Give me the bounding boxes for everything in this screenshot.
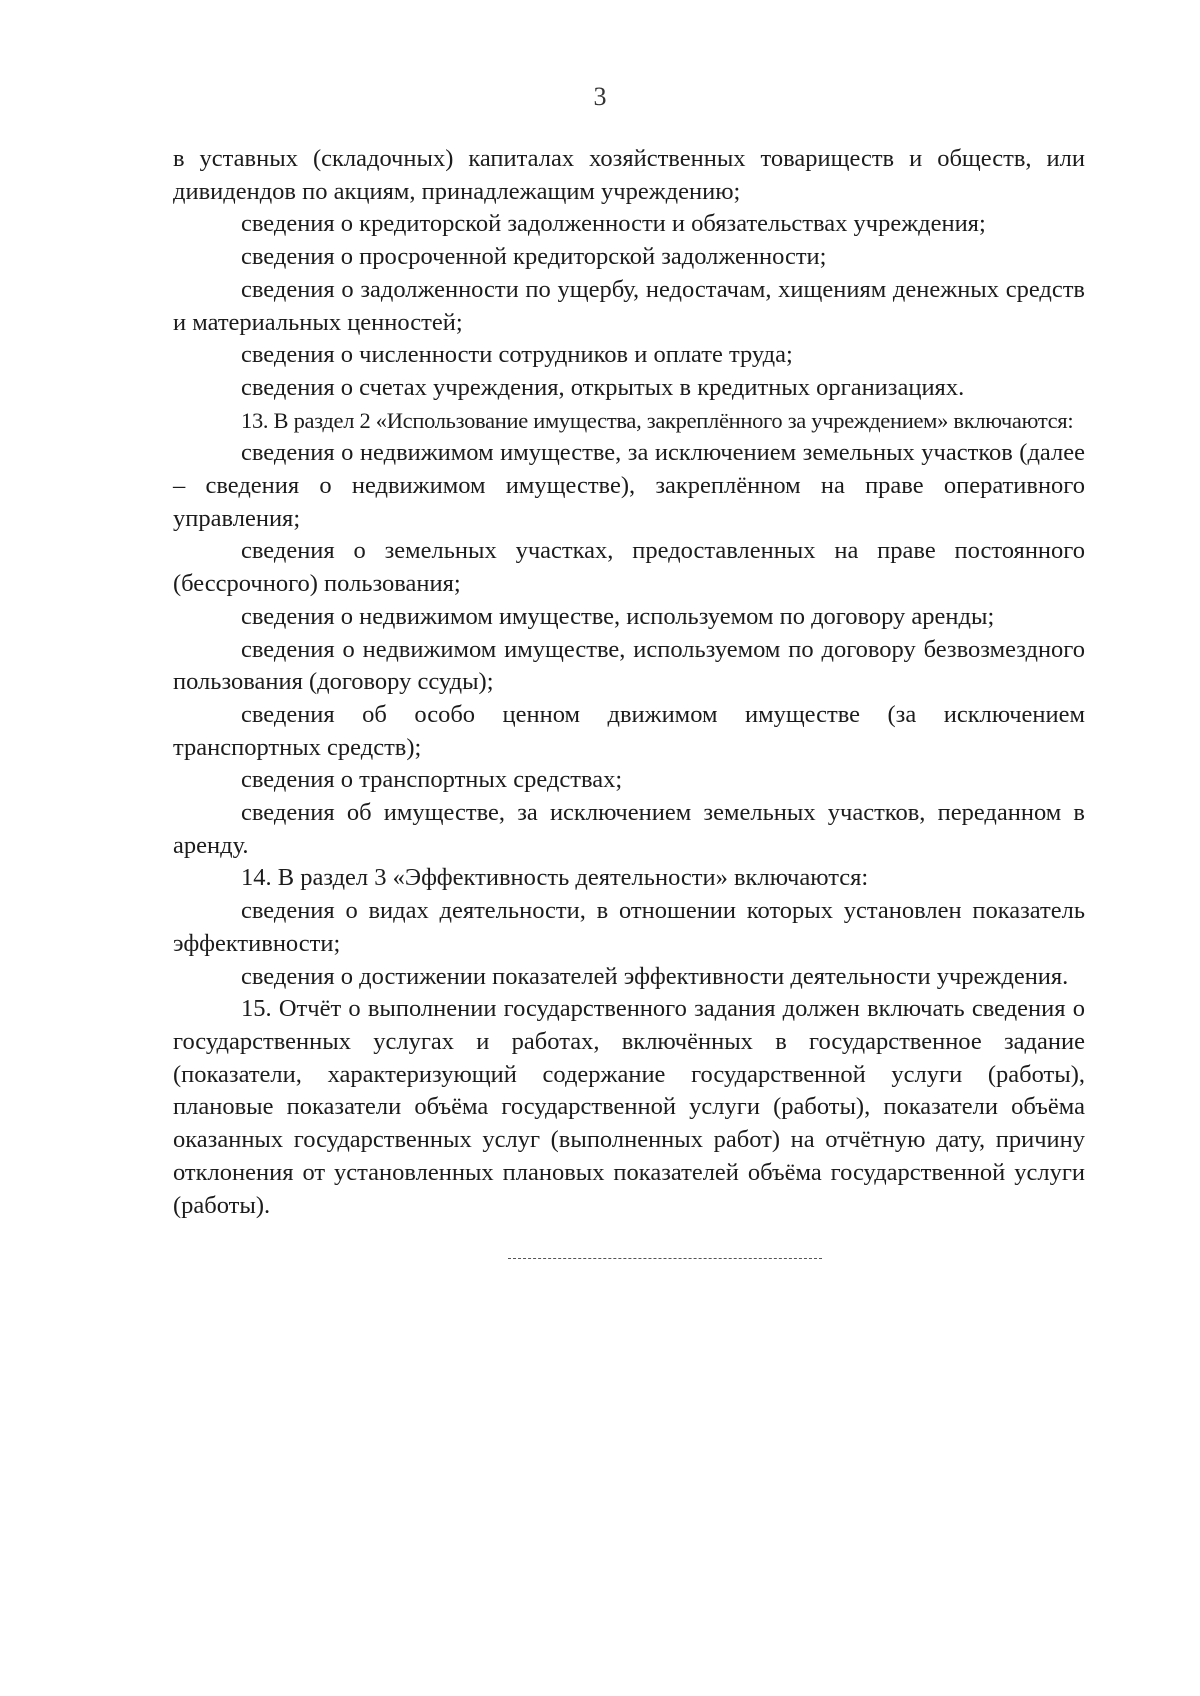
paragraph: сведения о задолженности по ущербу, недостачам, хищениям денежных средств и материальных ценностей; [173, 275, 1085, 336]
document-body [173, 143, 1085, 1222]
section-heading-paragraph: 14. В раздел 3 «Эффективность деятельности» включаются: [241, 864, 869, 892]
paragraph: сведения о просроченной кредиторской задолженности; [241, 243, 827, 271]
paragraph: в уставных (складочных) капиталах хозяйственных товариществ и обществ, или дивидендов по акциям, принадлежащим учреждению; [173, 145, 1085, 205]
paragraph: сведения о транспортных средствах; [241, 766, 623, 794]
paragraph: сведения о численности сотрудников и оплате труда; [241, 341, 793, 369]
page-number: 3 [593, 82, 607, 111]
section-heading-paragraph: 13. В раздел 2 «Использование имущества, закреплённого за учреждением» включаются: [241, 407, 1074, 433]
paragraph: сведения о достижении показателей эффективности деятельности учреждения. [241, 962, 1069, 990]
paragraph: сведения о недвижимом имуществе, используемом по договору безвозмездного пользования (договору ссуды); [173, 635, 1085, 696]
paragraph: сведения о земельных участках, предоставленных на праве постоянного (бессрочного) пользования; [173, 537, 1085, 598]
paragraph: 15. Отчёт о выполнении государственного задания должен включать сведения о государственных услугах и работах, включённых в государственное задание (показатели, характеризующий содержание государственной услуги (работы), плановые показатели объёма государственной услуги (работы), показатели объёма оказанных государственных услуг (выполненных работ) на отчётную дату, причину отклонения от установленных плановых показателей объёма государственной услуги (работы). [173, 995, 1085, 1219]
paragraph: сведения о недвижимом имуществе, используемом по договору аренды; [241, 602, 995, 630]
paragraph: сведения о недвижимом имуществе, за исключением земельных участков (далее – сведения о недвижимом имуществе), закреплённом на праве оперативного управления; [173, 439, 1085, 532]
paragraph: сведения о кредиторской задолженности и обязательствах учреждения; [241, 210, 986, 238]
end-of-document-rule [508, 1258, 822, 1259]
paragraph: сведения об имуществе, за исключением земельных участков, переданном в аренду. [173, 799, 1085, 859]
paragraph: сведения об особо ценном движимом имуществе (за исключением транспортных средств); [173, 700, 1085, 761]
paragraph: сведения о счетах учреждения, открытых в кредитных организациях. [241, 373, 965, 401]
paragraph: сведения о видах деятельности, в отношении которых установлен показатель эффективности; [173, 897, 1085, 957]
